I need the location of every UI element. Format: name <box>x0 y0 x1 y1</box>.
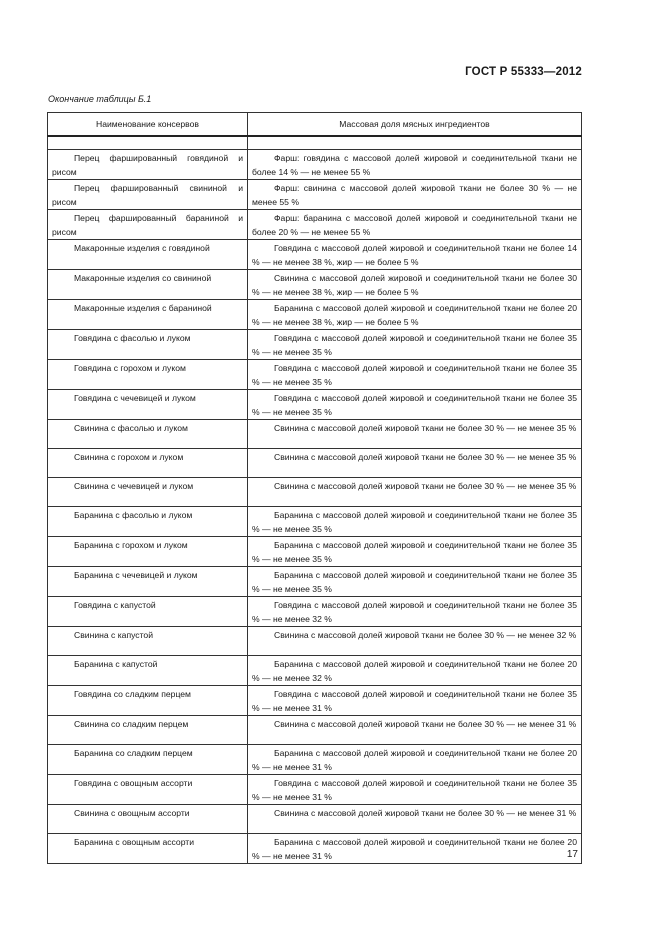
table-row <box>48 360 582 390</box>
meat-share-cell: Говядина с массовой долей жировой и соединительной ткани не более 14 % — не менее 38 %, жир — не более 5 % <box>248 240 582 270</box>
product-name-cell: Свинина со сладким перцем <box>48 716 248 745</box>
table-caption: Окончание таблицы Б.1 <box>48 94 152 104</box>
product-name-cell: Говядина с чечевицей и луком <box>48 390 248 420</box>
table-row <box>48 478 582 507</box>
table-row <box>48 537 582 567</box>
table-row <box>48 300 582 330</box>
meat-share-cell: Баранина с массовой долей жировой и соединительной ткани не более 35 % — не менее 35 % <box>248 567 582 597</box>
table-row <box>48 180 582 210</box>
meat-share-cell: Свинина с массовой долей жировой ткани не более 30 % — не менее 32 % <box>248 627 582 656</box>
meat-share-cell: Баранина с массовой долей жировой и соединительной ткани не более 35 % — не менее 35 % <box>248 507 582 537</box>
meat-share-cell: Баранина с массовой долей жировой и соединительной ткани не более 20 % — не менее 31 % <box>248 745 582 775</box>
product-name-cell: Говядина со сладким перцем <box>48 686 248 716</box>
product-name-cell: Говядина с горохом и луком <box>48 360 248 390</box>
product-name-cell: Свинина с фасолью и луком <box>48 420 248 449</box>
product-name-cell: Свинина с овощным ассорти <box>48 805 248 834</box>
column-header-meat-share: Массовая доля мясных ингредиентов <box>248 113 582 137</box>
product-name-cell: Перец фаршированный свининой и рисом <box>48 180 248 210</box>
table-row <box>48 150 582 180</box>
table-row <box>48 240 582 270</box>
meat-share-cell: Говядина с массовой долей жировой и соединительной ткани не более 35 % — не менее 31 % <box>248 775 582 805</box>
table-row <box>48 270 582 300</box>
table-row <box>48 656 582 686</box>
table-row <box>48 716 582 745</box>
meat-share-cell: Фарш: свинина с массовой долей жировой ткани не более 30 % — не менее 55 % <box>248 180 582 210</box>
product-name-cell: Свинина с чечевицей и луком <box>48 478 248 507</box>
meat-share-cell: Свинина с массовой долей жировой ткани не более 30 % — не менее 35 % <box>248 478 582 507</box>
table-body <box>48 136 582 864</box>
product-name-cell: Баранина с чечевицей и луком <box>48 567 248 597</box>
product-name-cell: Говядина с капустой <box>48 597 248 627</box>
ingredients-table <box>47 112 582 864</box>
table-row <box>48 420 582 449</box>
meat-share-cell: Фарш: баранина с массовой долей жировой и соединительной ткани не более 20 % — не менее 55 % <box>248 210 582 240</box>
table-row <box>48 597 582 627</box>
table-row <box>48 390 582 420</box>
spacer-cell <box>248 136 582 150</box>
table-row <box>48 805 582 834</box>
table-spacer-row <box>48 136 582 150</box>
product-name-cell: Баранина с овощным ассорти <box>48 834 248 864</box>
product-name-cell: Свинина с капустой <box>48 627 248 656</box>
product-name-cell: Говядина с овощным ассорти <box>48 775 248 805</box>
product-name-cell: Макаронные изделия со свининой <box>48 270 248 300</box>
meat-share-cell: Свинина с массовой долей жировой ткани не более 30 % — не менее 35 % <box>248 449 582 478</box>
table-row <box>48 686 582 716</box>
product-name-cell: Свинина с горохом и луком <box>48 449 248 478</box>
meat-share-cell: Говядина с массовой долей жировой и соединительной ткани не более 35 % — не менее 35 % <box>248 360 582 390</box>
product-name-cell: Баранина с фасолью и луком <box>48 507 248 537</box>
document-header: ГОСТ Р 55333—2012 <box>465 66 582 78</box>
page-number: 17 <box>566 849 578 860</box>
table-row <box>48 449 582 478</box>
product-name-cell: Макаронные изделия с бараниной <box>48 300 248 330</box>
table-row <box>48 745 582 775</box>
product-name-cell: Перец фаршированный говядиной и рисом <box>48 150 248 180</box>
meat-share-cell: Свинина с массовой долей жировой ткани не более 30 % — не менее 31 % <box>248 805 582 834</box>
product-name-cell: Баранина со сладким перцем <box>48 745 248 775</box>
meat-share-cell: Баранина с массовой долей жировой и соединительной ткани не более 20 % — не менее 32 % <box>248 656 582 686</box>
product-name-cell: Баранина с горохом и луком <box>48 537 248 567</box>
table-row <box>48 210 582 240</box>
table-header <box>48 113 582 137</box>
meat-share-cell: Говядина с массовой долей жировой и соединительной ткани не более 35 % — не менее 35 % <box>248 390 582 420</box>
meat-share-cell: Баранина с массовой долей жировой и соединительной ткани не более 35 % — не менее 35 % <box>248 537 582 567</box>
meat-share-cell: Свинина с массовой долей жировой и соединительной ткани не более 30 % — не менее 38 %, жир — не более 5 % <box>248 270 582 300</box>
column-header-product-name: Наименование консервов <box>48 113 248 137</box>
product-name-cell: Макаронные изделия с говядиной <box>48 240 248 270</box>
product-name-cell: Говядина с фасолью и луком <box>48 330 248 360</box>
meat-share-cell: Баранина с массовой долей жировой и соединительной ткани не более 20 % — не менее 31 % <box>248 834 582 864</box>
table-row <box>48 507 582 537</box>
meat-share-cell: Говядина с массовой долей жировой и соединительной ткани не более 35 % — не менее 32 % <box>248 597 582 627</box>
product-name-cell: Баранина с капустой <box>48 656 248 686</box>
meat-share-cell: Баранина с массовой долей жировой и соединительной ткани не более 20 % — не менее 38 %, жир — не более 5 % <box>248 300 582 330</box>
meat-share-cell: Свинина с массовой долей жировой ткани не более 30 % — не менее 35 % <box>248 420 582 449</box>
meat-share-cell: Свинина с массовой долей жировой ткани не более 30 % — не менее 31 % <box>248 716 582 745</box>
table-row <box>48 567 582 597</box>
table-row <box>48 834 582 864</box>
meat-share-cell: Говядина с массовой долей жировой и соединительной ткани не более 35 % — не менее 31 % <box>248 686 582 716</box>
table-row <box>48 330 582 360</box>
meat-share-cell: Фарш: говядина с массовой долей жировой и соединительной ткани не более 14 % — не менее 55 % <box>248 150 582 180</box>
spacer-cell <box>48 136 248 150</box>
meat-share-cell: Говядина с массовой долей жировой и соединительной ткани не более 35 % — не менее 35 % <box>248 330 582 360</box>
table-row <box>48 775 582 805</box>
product-name-cell: Перец фаршированный бараниной и рисом <box>48 210 248 240</box>
table-row <box>48 627 582 656</box>
